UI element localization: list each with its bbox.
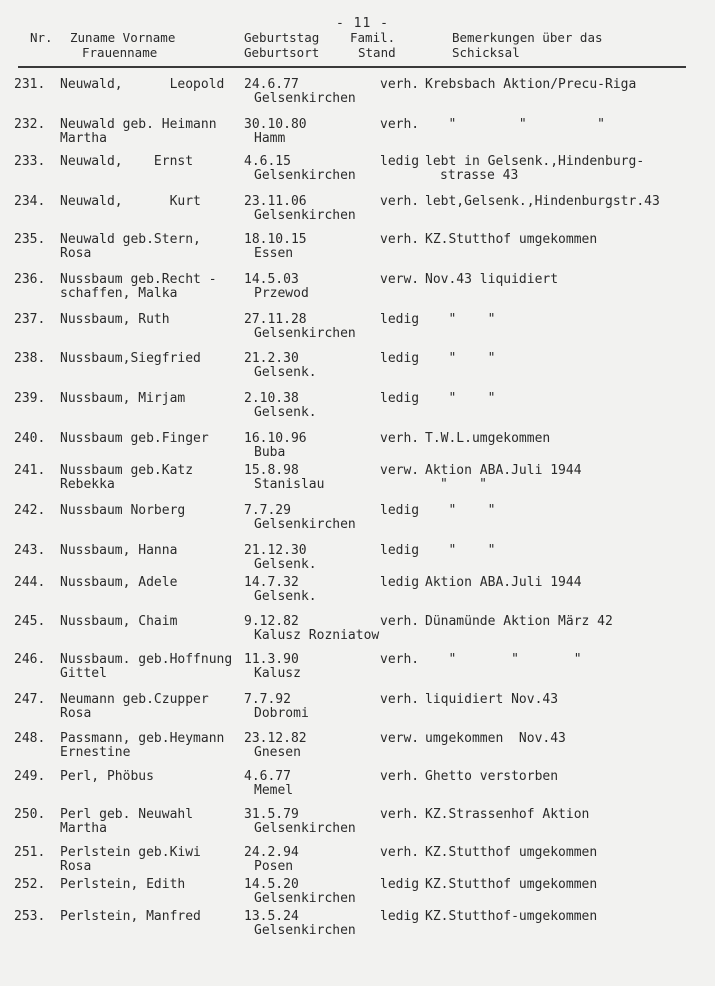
record-number: 244. bbox=[14, 575, 46, 590]
record-birth-date: 11.3.90 bbox=[244, 652, 299, 667]
record-name: Neuwald, Ernst bbox=[60, 154, 194, 169]
record-row bbox=[0, 118, 715, 155]
header-famil bbox=[350, 30, 396, 60]
record-number: 248. bbox=[14, 731, 46, 746]
record-row bbox=[0, 576, 715, 615]
record-marital-status: verh. bbox=[380, 194, 420, 209]
record-row bbox=[0, 313, 715, 352]
record-number: 249. bbox=[14, 769, 46, 784]
record-number: 238. bbox=[14, 351, 46, 366]
record-birth-date: 14.5.20 bbox=[244, 877, 299, 892]
record-marital-status: verw. bbox=[380, 463, 420, 478]
record-remarks: Krebsbach Aktion/Precu-Riga bbox=[425, 77, 637, 92]
record-birth-date: 15.8.98 bbox=[244, 463, 299, 478]
record-number: 250. bbox=[14, 807, 46, 822]
record-birth-date: 21.2.30 bbox=[244, 351, 299, 366]
page-number: - 11 - bbox=[336, 16, 389, 31]
record-number: 246. bbox=[14, 652, 46, 667]
record-row bbox=[0, 273, 715, 313]
record-row bbox=[0, 464, 715, 504]
record-birth-date: 14.5.03 bbox=[244, 272, 299, 287]
record-remarks: " " bbox=[425, 391, 496, 406]
header-divider bbox=[18, 66, 686, 68]
record-name: Perl geb. Neuwahl bbox=[60, 807, 194, 822]
record-list bbox=[0, 78, 715, 940]
record-row bbox=[0, 504, 715, 544]
record-marital-status: ledig bbox=[380, 575, 420, 590]
header-remarks bbox=[452, 30, 603, 60]
header-birth-line2: Geburtsort bbox=[244, 45, 320, 60]
record-birth-place: Przewod bbox=[254, 286, 309, 301]
record-name-line2: Martha bbox=[60, 821, 107, 836]
record-remarks: Aktion ABA.Juli 1944 bbox=[425, 463, 582, 478]
record-name: Neuwald, Kurt bbox=[60, 194, 201, 209]
record-name: Nussbaum Norberg bbox=[60, 503, 186, 518]
record-birth-place: Dobromi bbox=[254, 706, 309, 721]
record-name: Passmann, geb.Heymann bbox=[60, 731, 225, 746]
record-name: Nussbaum, Mirjam bbox=[60, 391, 186, 406]
record-birth-place: Kalusz bbox=[254, 666, 301, 681]
record-birth-date: 23.12.82 bbox=[244, 731, 307, 746]
record-marital-status: verh. bbox=[380, 807, 420, 822]
record-name: Nussbaum, Adele bbox=[60, 575, 178, 590]
header-birth bbox=[244, 30, 319, 60]
record-marital-status: ledig bbox=[380, 543, 420, 558]
record-birth-place: Gelsenk. bbox=[254, 405, 317, 420]
record-row bbox=[0, 910, 715, 940]
record-number: 231. bbox=[14, 77, 46, 92]
record-number: 252. bbox=[14, 877, 46, 892]
record-number: 240. bbox=[14, 431, 46, 446]
record-name-line2: schaffen, Malka bbox=[60, 286, 178, 301]
record-row bbox=[0, 78, 715, 118]
record-name-line2: Rosa bbox=[60, 859, 92, 874]
record-name: Perlstein, Manfred bbox=[60, 909, 201, 924]
record-number: 253. bbox=[14, 909, 46, 924]
record-remarks: KZ.Stutthof umgekommen bbox=[425, 845, 598, 860]
record-row bbox=[0, 392, 715, 432]
record-remarks: umgekommen Nov.43 bbox=[425, 731, 566, 746]
record-name: Nussbaum geb.Recht - bbox=[60, 272, 217, 287]
record-row bbox=[0, 233, 715, 273]
record-marital-status: verh. bbox=[380, 769, 420, 784]
record-remarks: Nov.43 liquidiert bbox=[425, 272, 559, 287]
record-number: 234. bbox=[14, 194, 46, 209]
record-name: Perlstein, Edith bbox=[60, 877, 186, 892]
record-name: Nussbaum. geb.Hoffnung bbox=[60, 652, 233, 667]
record-name: Nussbaum, Ruth bbox=[60, 312, 170, 327]
record-birth-place: Gelsenkirchen bbox=[254, 821, 356, 836]
record-name-line2: Rebekka bbox=[60, 477, 115, 492]
record-row bbox=[0, 693, 715, 732]
record-name: Neumann geb.Czupper bbox=[60, 692, 209, 707]
record-remarks: KZ.Stutthof umgekommen bbox=[425, 232, 598, 247]
header-famil-line2: Stand bbox=[358, 45, 396, 60]
record-remarks: Ghetto verstorben bbox=[425, 769, 559, 784]
record-birth-place: Posen bbox=[254, 859, 294, 874]
record-row bbox=[0, 846, 715, 878]
record-marital-status: verh. bbox=[380, 845, 420, 860]
record-remarks: " " bbox=[425, 351, 496, 366]
record-marital-status: verh. bbox=[380, 117, 420, 132]
record-birth-place: Stanislau bbox=[254, 477, 325, 492]
header-name-line1: Zuname Vorname bbox=[70, 30, 176, 45]
record-remarks: KZ.Stutthof umgekommen bbox=[425, 877, 598, 892]
record-birth-date: 24.2.94 bbox=[244, 845, 299, 860]
record-number: 233. bbox=[14, 154, 46, 169]
record-number: 251. bbox=[14, 845, 46, 860]
record-birth-place: Gelsenkirchen bbox=[254, 923, 356, 938]
record-remarks-line2: strasse 43 bbox=[440, 168, 519, 183]
record-row bbox=[0, 432, 715, 464]
record-name-line2: Rosa bbox=[60, 246, 92, 261]
record-marital-status: verh. bbox=[380, 431, 420, 446]
record-remarks: Dünamünde Aktion März 42 bbox=[425, 614, 613, 629]
record-marital-status: ledig bbox=[380, 391, 420, 406]
record-remarks: lebt in Gelsenk.,Hindenburg- bbox=[425, 154, 645, 169]
record-marital-status: ledig bbox=[380, 351, 420, 366]
record-birth-place: Hamm bbox=[254, 131, 286, 146]
record-row bbox=[0, 544, 715, 576]
record-remarks: KZ.Strassenhof Aktion bbox=[425, 807, 590, 822]
record-birth-date: 7.7.29 bbox=[244, 503, 291, 518]
record-birth-date: 7.7.92 bbox=[244, 692, 291, 707]
record-birth-date: 30.10.80 bbox=[244, 117, 307, 132]
record-birth-place: Gelsenk. bbox=[254, 365, 317, 380]
record-birth-date: 2.10.38 bbox=[244, 391, 299, 406]
record-number: 241. bbox=[14, 463, 46, 478]
record-marital-status: ledig bbox=[380, 877, 420, 892]
record-birth-date: 31.5.79 bbox=[244, 807, 299, 822]
record-name: Nussbaum,Siegfried bbox=[60, 351, 201, 366]
record-row bbox=[0, 808, 715, 846]
record-number: 247. bbox=[14, 692, 46, 707]
record-birth-place: Gelsenk. bbox=[254, 557, 317, 572]
record-number: 232. bbox=[14, 117, 46, 132]
record-row bbox=[0, 878, 715, 910]
record-name: Nussbaum, Hanna bbox=[60, 543, 178, 558]
header-remarks-line1: Bemerkungen über das bbox=[452, 30, 603, 45]
record-birth-date: 23.11.06 bbox=[244, 194, 307, 209]
record-birth-place: Memel bbox=[254, 783, 294, 798]
header-remarks-line2: Schicksal bbox=[452, 45, 520, 60]
record-remarks: liquidiert Nov.43 bbox=[425, 692, 559, 707]
header-famil-line1: Famil. bbox=[350, 30, 396, 45]
header-name bbox=[70, 30, 175, 60]
record-row bbox=[0, 352, 715, 392]
record-birth-place: Gnesen bbox=[254, 745, 301, 760]
record-row bbox=[0, 770, 715, 808]
record-marital-status: verw. bbox=[380, 731, 420, 746]
record-name-line2: Martha bbox=[60, 131, 107, 146]
record-marital-status: ledig bbox=[380, 503, 420, 518]
record-birth-place: Gelsenkirchen bbox=[254, 517, 356, 532]
record-marital-status: ledig bbox=[380, 154, 420, 169]
record-birth-place: Gelsenkirchen bbox=[254, 326, 356, 341]
record-name-line2: Rosa bbox=[60, 706, 92, 721]
record-name: Neuwald, Leopold bbox=[60, 77, 225, 92]
record-birth-date: 18.10.15 bbox=[244, 232, 307, 247]
record-name: Neuwald geb.Stern, bbox=[60, 232, 201, 247]
record-remarks: " " bbox=[425, 543, 496, 558]
record-remarks: " " bbox=[425, 503, 496, 518]
record-remarks: Aktion ABA.Juli 1944 bbox=[425, 575, 582, 590]
record-birth-date: 4.6.77 bbox=[244, 769, 291, 784]
record-birth-place: Gelsenk. bbox=[254, 589, 317, 604]
record-remarks: " " " bbox=[425, 117, 606, 132]
record-name: Nussbaum geb.Katz bbox=[60, 463, 194, 478]
header-birth-line1: Geburtstag bbox=[244, 30, 320, 45]
record-number: 245. bbox=[14, 614, 46, 629]
record-row bbox=[0, 155, 715, 195]
record-row bbox=[0, 653, 715, 693]
record-birth-place: Gelsenkirchen bbox=[254, 891, 356, 906]
record-name-line2: Ernestine bbox=[60, 745, 131, 760]
record-remarks: " " " bbox=[425, 652, 582, 667]
record-name: Perlstein geb.Kiwi bbox=[60, 845, 201, 860]
record-name-line2: Gittel bbox=[60, 666, 107, 681]
record-marital-status: ledig bbox=[380, 312, 420, 327]
record-birth-date: 13.5.24 bbox=[244, 909, 299, 924]
record-birth-date: 27.11.28 bbox=[244, 312, 307, 327]
record-row bbox=[0, 615, 715, 653]
record-marital-status: ledig bbox=[380, 909, 420, 924]
record-marital-status: verh. bbox=[380, 77, 420, 92]
record-remarks: KZ.Stutthof-umgekommen bbox=[425, 909, 598, 924]
record-birth-place: Kalusz Rozniatow bbox=[254, 628, 380, 643]
record-birth-place: Gelsenkirchen bbox=[254, 208, 356, 223]
record-birth-date: 21.12.30 bbox=[244, 543, 307, 558]
record-birth-date: 9.12.82 bbox=[244, 614, 299, 629]
record-birth-place: Gelsenkirchen bbox=[254, 91, 356, 106]
header-nr bbox=[30, 30, 53, 45]
record-number: 237. bbox=[14, 312, 46, 327]
record-birth-date: 24.6.77 bbox=[244, 77, 299, 92]
record-number: 236. bbox=[14, 272, 46, 287]
record-birth-date: 4.6.15 bbox=[244, 154, 291, 169]
record-birth-place: Essen bbox=[254, 246, 294, 261]
record-row bbox=[0, 732, 715, 770]
record-birth-place: Gelsenkirchen bbox=[254, 168, 356, 183]
record-birth-date: 16.10.96 bbox=[244, 431, 307, 446]
record-number: 235. bbox=[14, 232, 46, 247]
record-remarks: " " bbox=[425, 312, 496, 327]
record-name: Neuwald geb. Heimann bbox=[60, 117, 217, 132]
record-number: 239. bbox=[14, 391, 46, 406]
record-row bbox=[0, 195, 715, 233]
record-marital-status: verh. bbox=[380, 692, 420, 707]
record-name: Perl, Phöbus bbox=[60, 769, 154, 784]
record-marital-status: verh. bbox=[380, 232, 420, 247]
record-marital-status: verh. bbox=[380, 652, 420, 667]
record-name: Nussbaum geb.Finger bbox=[60, 431, 209, 446]
record-marital-status: verh. bbox=[380, 614, 420, 629]
record-name: Nussbaum, Chaim bbox=[60, 614, 178, 629]
header-name-line2: Frauenname bbox=[82, 45, 158, 60]
record-remarks-line2: " " bbox=[440, 477, 487, 492]
record-remarks: lebt,Gelsenk.,Hindenburgstr.43 bbox=[425, 194, 660, 209]
record-marital-status: verw. bbox=[380, 272, 420, 287]
record-birth-date: 14.7.32 bbox=[244, 575, 299, 590]
record-number: 243. bbox=[14, 543, 46, 558]
record-remarks: T.W.L.umgekommen bbox=[425, 431, 551, 446]
record-birth-place: Buba bbox=[254, 445, 286, 460]
record-number: 242. bbox=[14, 503, 46, 518]
header-nr-label: Nr. bbox=[30, 30, 53, 45]
